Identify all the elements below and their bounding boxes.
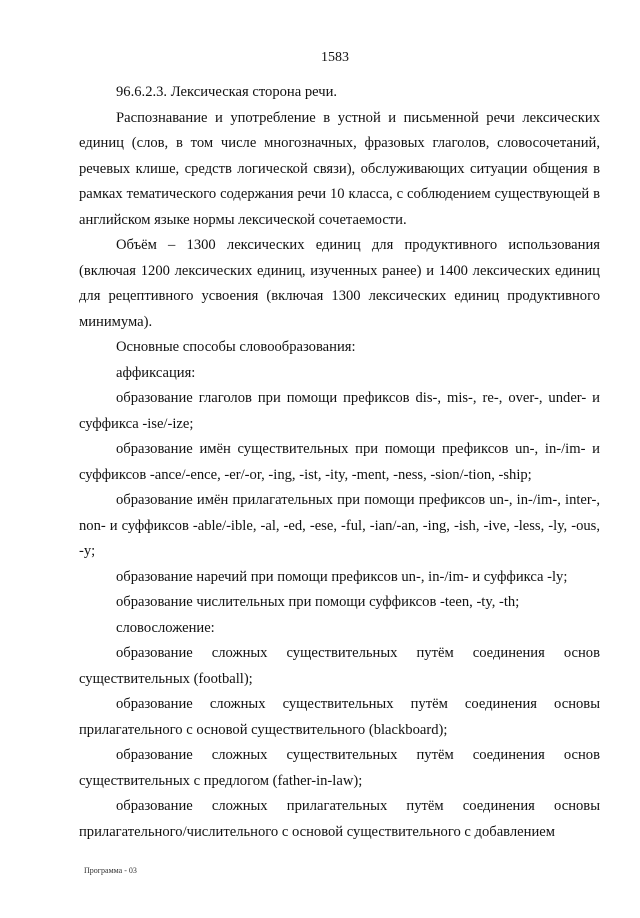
paragraph: образование числительных при помощи суффиксов -teen, -ty, -th; <box>116 594 520 610</box>
paragraph: образование глаголов при помощи префиксов dis-, mis-, re-, over-, under- и суффикса -ise/-ize; <box>79 390 600 432</box>
paragraph: Основные способы словообразования: <box>116 339 356 355</box>
paragraph: образование сложных существительных путём соединения основ существительных с предлогом (father-in-law); <box>79 747 600 789</box>
page-content <box>79 80 600 845</box>
paragraph: аффиксация: <box>116 364 196 381</box>
paragraph: Распознавание и употребление в устной и письменной речи лексических единиц (слов, в том числе многозначных, фразовых глаголов, словосочетаний, речевых клише, средств логической связи), обслуживающих ситуации общения в рамках тематического содержания речи 10 класса, с соблюдением существующей в английском языке нормы лексической сочетаемости. <box>79 109 600 228</box>
paragraph: образование наречий при помощи префиксов un-, in-/im- и суффикса -ly; <box>116 568 568 585</box>
paragraph: образование имён существительных при помощи префиксов un-, in-/im- и суффиксов -ance/-ence, -er/-or, -ing, -ist, -ity, -ment, -ness, -sion/-tion, -ship; <box>79 441 600 483</box>
paragraph: образование сложных существительных путём соединения основы прилагательного с основой существительного (blackboard); <box>79 696 600 738</box>
paragraph: образование сложных прилагательных путём соединения основы прилагательного/числительного с основой существительного с добавлением <box>79 798 600 840</box>
page-number: 1583 <box>321 50 349 65</box>
paragraph: словосложение: <box>116 619 215 636</box>
paragraph: образование имён прилагательных при помощи префиксов un-, in-/im-, inter-, non- и суффиксов -able/-ible, -al, -ed, -ese, -ful, -ian/-an, -ing, -ish, -ive, -less, -ly, -ous, -y; <box>79 492 600 559</box>
section-heading: 96.6.2.3. Лексическая сторона речи. <box>116 84 338 100</box>
paragraph: образование сложных существительных путём соединения основ существительных (football); <box>79 645 600 687</box>
paragraph: Объём – 1300 лексических единиц для продуктивного использования (включая 1200 лексических единиц, изученных ранее) и 1400 лексических единиц для рецептивного усвоения (включая 1300 лексических единиц продуктивного минимума). <box>79 237 600 330</box>
page-footer: Программа - 03 <box>84 866 137 875</box>
